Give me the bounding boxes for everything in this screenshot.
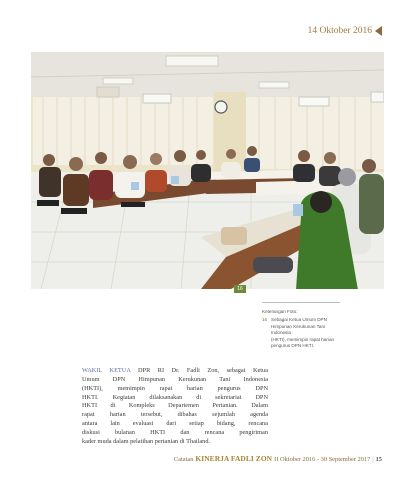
date-text: 14 Oktober 2016 — [307, 26, 372, 36]
article-line: HKTI. Kegiatan dilaksanakan di sekretariat DPN — [82, 393, 268, 401]
article-line: rapat harian tersebut, dibahas sejumlah agenda — [82, 411, 268, 419]
caption-title: Keterangan Foto: — [262, 309, 298, 314]
photo-number-badge: 16 — [234, 285, 246, 293]
footer-separator: | — [372, 456, 374, 463]
footer-period: II Oktober 2016 - 30 September 2017 — [274, 456, 371, 463]
caption-line: pengurus DPN HKTI. — [271, 343, 315, 349]
caption-line: (HKTI), memimpin rapat harian — [271, 336, 335, 342]
meeting-photo — [31, 52, 384, 289]
article-lead: WAKIL KETUA — [82, 367, 131, 374]
footer-catatan: Catatan — [173, 456, 194, 463]
article-line: Umum DPN Himpunan Kerukunan Tani Indonesia — [82, 375, 268, 383]
article-line: (HKTI), memimpin rapat harian pengurus DPN — [82, 384, 268, 392]
article-line: antara lain evaluasi dari setiap bidang, rencana — [82, 420, 268, 428]
page-number: 15 — [375, 456, 382, 463]
article-line: HKTI di Kompleks Departemen Pertanian. Dalam — [82, 402, 268, 410]
article-line: DPR RI Dr. Fadli Zon, sebagai Ketua — [130, 367, 268, 374]
article-line: diskusi bulanan HKTI dan rencana pengiriman — [82, 428, 268, 436]
photo-caption — [262, 309, 372, 349]
article-line: kader muda dalam pelatihan pertanian di Thailand. — [82, 437, 211, 445]
date-arrow-icon — [375, 26, 382, 36]
page-date — [308, 26, 382, 36]
caption-number: 16 — [262, 317, 268, 323]
footer-brand: KINERJA FADLI ZON — [195, 454, 273, 463]
article-body — [82, 367, 268, 447]
caption-line: Himpunan Kerukunan Tani Indonesia — [271, 323, 326, 336]
page-footer — [174, 454, 382, 463]
caption-line: Sebagai Ketua Umum DPN — [271, 317, 327, 323]
caption-divider — [262, 302, 340, 303]
